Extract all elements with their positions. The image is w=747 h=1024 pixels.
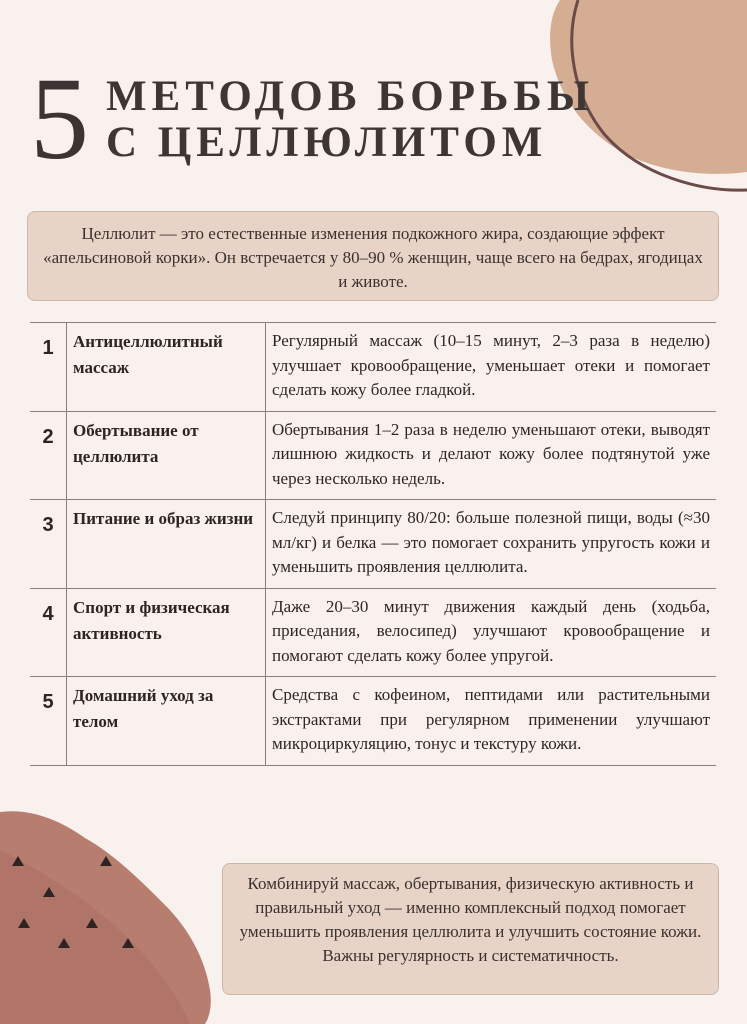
method-description: Даже 20–30 минут движения каждый день (ходьба, приседания, велосипед) улучшают кровообращение и помогают сделать кожу более упругой. [266, 588, 717, 677]
method-row [30, 411, 716, 500]
method-number: 4 [30, 588, 67, 677]
title-line-1: МЕТОДОВ БОРЬБЫ [106, 73, 595, 120]
method-number: 5 [30, 677, 67, 766]
method-name: Домашний уход за телом [67, 677, 266, 766]
method-description: Средства с кофеином, пептидами или растительными экстрактами при регулярном применении улучшают микроциркуляцию, тонус и текстуру кожи. [266, 677, 717, 766]
title-number: 5 [30, 53, 89, 184]
method-number: 2 [30, 411, 67, 500]
method-description: Регулярный массаж (10–15 минут, 2–3 раза в неделю) улучшает кровообращение, уменьшает отеки и помогает сделать кожу более гладкой. [266, 323, 717, 412]
method-row [30, 588, 716, 677]
method-number: 1 [30, 323, 67, 412]
method-name: Антицеллюлитный массаж [67, 323, 266, 412]
title-line-2: С ЦЕЛЛЮЛИТОМ [106, 119, 548, 166]
summary-box: Комбинируй массаж, обертывания, физическую активность и правильный уход — именно комплексный подход помогает уменьшить проявления целлюлита и улучшить состояние кожи. Важны регулярность и систематичность. [222, 863, 719, 995]
method-description: Обертывания 1–2 раза в неделю уменьшают отеки, выводят лишнюю жидкость и делают кожу более подтянутой уже через несколько недель. [266, 411, 717, 500]
intro-box: Целлюлит — это естественные изменения подкожного жира, создающие эффект «апельсиновой корки». Он встречается у 80–90 % женщин, чаще всего на бедрах, ягодицах и животе. [27, 211, 719, 301]
method-row [30, 323, 716, 412]
method-number: 3 [30, 500, 67, 589]
methods-table [30, 322, 716, 766]
method-row [30, 677, 716, 766]
method-name: Спорт и физическая активность [67, 588, 266, 677]
method-name: Питание и образ жизни [67, 500, 266, 589]
method-row [30, 500, 716, 589]
method-name: Обертывание от целлюлита [67, 411, 266, 500]
method-description: Следуй принципу 80/20: больше полезной пищи, воды (≈30 мл/кг) и белка — это помогает сохранить упругость кожи и уменьшить проявления целлюлита. [266, 500, 717, 589]
